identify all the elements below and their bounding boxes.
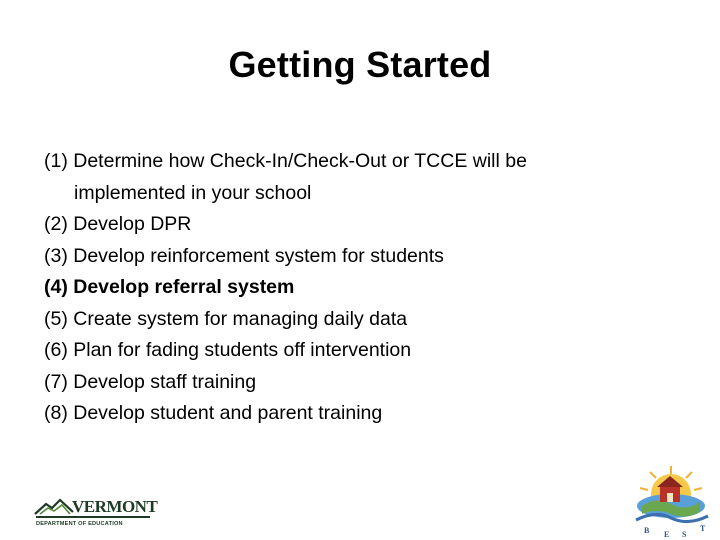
vermont-wordmark: VERMONT (72, 497, 158, 516)
list-item-highlighted (44, 272, 684, 304)
best-letter: B (644, 526, 650, 535)
best-letter: S (682, 530, 687, 539)
list-item-continuation: implemented in your school (74, 181, 312, 204)
list-item (44, 398, 684, 430)
list-item-text: (4) Develop referral system (44, 276, 295, 298)
vermont-subtitle: DEPARTMENT OF EDUCATION (36, 521, 123, 527)
list-item (44, 209, 684, 241)
list-item-text: (1) Determine how Check-In/Check-Out or TCCE will be (44, 150, 527, 172)
best-letter: T (700, 524, 706, 533)
list-item-text: (3) Develop reinforcement system for students (44, 244, 444, 267)
best-letter: E (664, 530, 670, 539)
list-item-text: (7) Develop staff training (44, 370, 257, 393)
steps-list (44, 146, 684, 430)
list-item (44, 335, 684, 367)
mountain-icon (34, 496, 74, 518)
best-logo (626, 462, 716, 540)
schoolhouse-sun-icon (626, 462, 716, 526)
list-item (44, 367, 684, 399)
list-item (44, 146, 684, 209)
list-item-text: (5) Create system for managing daily data (44, 307, 408, 330)
divider (36, 516, 150, 518)
list-item (44, 304, 684, 336)
vermont-doe-logo (34, 496, 158, 532)
list-item-text: (6) Plan for fading students off intervention (44, 339, 412, 361)
list-item (44, 241, 684, 273)
slide-title: Getting Started (228, 44, 492, 85)
list-item-text: (2) Develop DPR (44, 213, 192, 235)
list-item-text: (8) Develop student and parent training (44, 402, 383, 424)
